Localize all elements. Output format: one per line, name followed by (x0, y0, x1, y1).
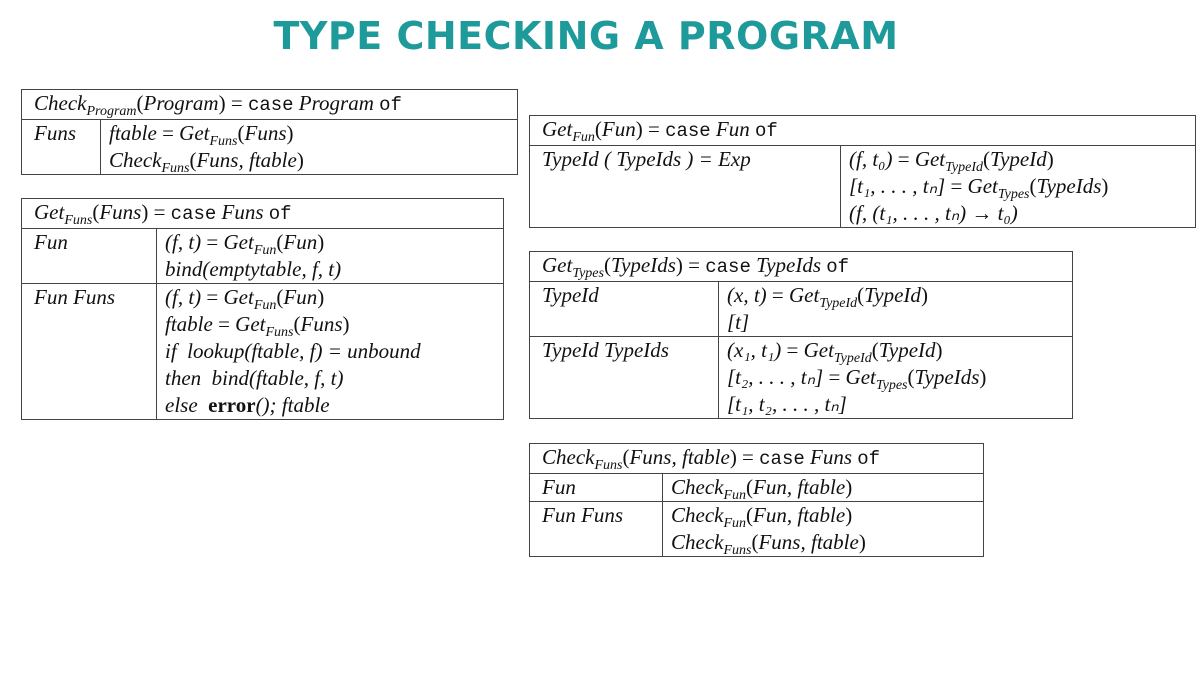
get-types-table (529, 251, 1073, 419)
check-funs-header: Check$_{Funs}$(Funs, ftable) = case Funs of (530, 444, 984, 474)
check-program-pattern: Funs (22, 120, 101, 175)
get-types-body: (x, t) = Get$_{TypeId}$(TypeId) [t] (719, 282, 1073, 337)
check-funs-pattern: Fun (530, 474, 663, 502)
page-title: TYPE CHECKING A PROGRAM (273, 14, 899, 58)
get-fun-pattern: TypeId ( TypeIds ) = Exp (530, 146, 841, 228)
get-funs-table (21, 198, 504, 420)
get-types-pattern: TypeId TypeIds (530, 337, 719, 419)
get-funs-pattern: Fun Funs (22, 284, 157, 420)
get-fun-table (529, 115, 1196, 228)
get-fun-body: (f, t₀) = Get$_{TypeId}$(TypeId) [t₁, . . . , tₙ] = Get$_{Types}$(TypeIds) (f, (t₁, . . . , tₙ) → t₀) (841, 146, 1196, 228)
get-funs-header: Get$_{Funs}$(Funs) = case Funs of (22, 199, 504, 229)
check-program-table (21, 89, 518, 175)
check-funs-body: Check$_{Fun}$(Fun, ftable) (663, 474, 984, 502)
check-funs-body: Check$_{Fun}$(Fun, ftable) Check$_{Funs}$(Funs, ftable) (663, 502, 984, 557)
check-program-line: ftable = Get$_{Funs}$(Funs) (109, 121, 294, 149)
get-funs-body: (f, t) = Get$_{Fun}$(Fun) bind(emptytable, f, t) (157, 229, 504, 284)
get-fun-header: Get$_{Fun}$(Fun) = case Fun of (530, 116, 1196, 146)
check-program-line: Check$_{Funs}$(Funs, ftable) (109, 148, 304, 176)
get-funs-pattern: Fun (22, 229, 157, 284)
check-program-body (101, 120, 518, 175)
check-funs-table (529, 443, 984, 557)
get-funs-body: (f, t) = Get$_{Fun}$(Fun) ftable = Get$_{Funs}$(Funs) if lookup(ftable, f) = unbound then bind(ftable, f, t) else error(); ftable (157, 284, 504, 420)
check-program-header: Check$_{Program}$(Program) = case Program of (22, 90, 518, 120)
check-funs-pattern: Fun Funs (530, 502, 663, 557)
get-types-pattern: TypeId (530, 282, 719, 337)
get-types-header: Get$_{Types}$(TypeIds) = case TypeIds of (530, 252, 1073, 282)
get-types-body: (x₁, t₁) = Get$_{TypeId}$(TypeId) [t₂, . . . , tₙ] = Get$_{Types}$(TypeIds) [t₁, t₂, . . . , tₙ] (719, 337, 1073, 419)
